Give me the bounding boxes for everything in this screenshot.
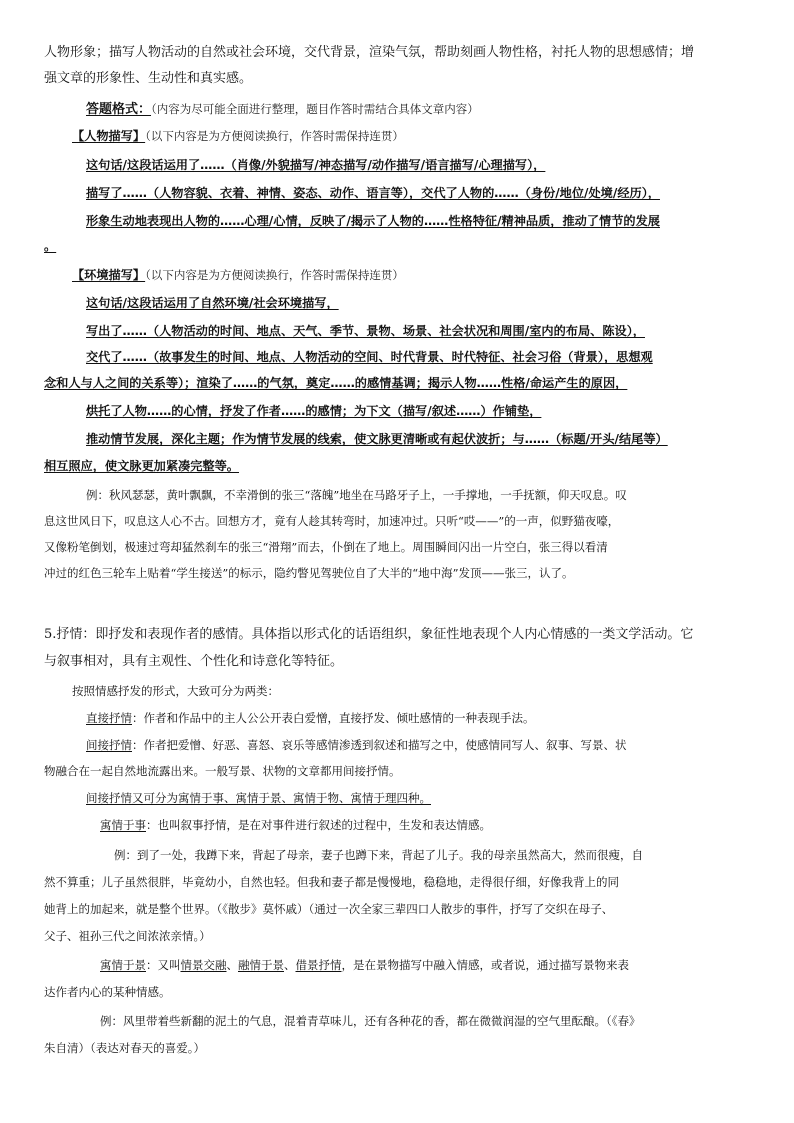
person-desc-line-3: 形象生动地表现出人物的……心理/心情，反映了/揭示了人物的……性格特征/精神品质，推动了情节的发展 xyxy=(86,214,660,228)
intro-line-2: 强文章的形象性、生动性和真实感。 xyxy=(44,71,253,86)
example-1-line-4: 冲过的红色三轮车上贴着“学生接送”的标示，隐约瞥见驾驶位自了大半的“地中海”发顶——张三，认了。 xyxy=(44,566,574,580)
lyric-definition: 即抒发和表现作者的感情。具体指以形式化的话语组织，象征性地表现个人内心情感的一类文学活动。它 xyxy=(95,627,694,642)
jing-lyric-text-b: ，是在景物描写中融入情感，或者说，通过描写景物来表 xyxy=(341,958,629,972)
jing-term-3: 借景抒情 xyxy=(295,958,342,972)
env-desc-line-5: 烘托了人物……的心情，抒发了作者……的感情；为下文（描写/叙述……）作铺垫， xyxy=(86,404,542,418)
direct-lyric-label: 直接抒情 xyxy=(86,711,132,725)
indirect-lyric-line xyxy=(86,735,794,755)
example-2-line-1: 例：到了一处，我蹲下来，背起了母亲，妻子也蹲下来，背起了儿子。我的母亲虽然高大，然而很瘦，自 xyxy=(114,848,643,862)
env-desc-line-7: 相互照应，使文脉更加紧凑完整等。 xyxy=(44,459,239,473)
env-desc-line-1: 这句话/这段话运用了自然环境/社会环境描写， xyxy=(86,296,339,310)
direct-lyric-text: ：作者和作品中的主人公公开表白爱憎，直接抒发、倾吐感情的一种表现手法。 xyxy=(132,711,535,725)
direct-lyric-line xyxy=(86,708,794,728)
jing-lyric-label: 寓情于景 xyxy=(100,958,146,972)
jing-lyric-line xyxy=(100,955,794,975)
indirect-lyric-text: ：作者把爱憎、好恶、喜怒、哀乐等感情渗透到叙述和描写之中，使感情同写人、叙事、写景、状 xyxy=(132,738,627,752)
person-desc-header xyxy=(72,125,794,146)
jing-lyric-text-a: ：又叫 xyxy=(146,958,181,972)
answer-format-note: （内容为尽可能全面进行整理，题目作答时需结合具体文章内容） xyxy=(151,102,479,116)
env-desc-line-2: 写出了……（人物活动的时间、地点、天气、季节、景物、场景、社会状况和周围/室内的布局、陈设）， xyxy=(86,324,645,338)
person-desc-line-4: 。 xyxy=(44,239,57,253)
example-3-line-2: 朱自清）（表达对春天的喜爱。） xyxy=(44,1041,205,1055)
jing-sep-1: 、 xyxy=(226,958,238,972)
env-desc-line-4: 念和人与人之间的关系等）；渲染了……的气氛，奠定……的感情基调；揭示人物……性格/命运产生的原因， xyxy=(44,376,628,390)
lyric-intro: 按照情感抒发的形式，大致可分为两类： xyxy=(72,684,279,698)
lyric-heading: 5.抒情： xyxy=(44,627,96,642)
person-desc-line-1: 这句话/这段话运用了……（肖像/外貌描写/神态描写/动作描写/语言描写/心理描写）， xyxy=(86,158,546,172)
example-2-line-4: 父子、祖孙三代之间浓浓亲情。） xyxy=(44,929,211,943)
env-desc-note: （以下内容是为方便阅读换行，作答时需保持连贯） xyxy=(145,268,404,282)
indirect-lyric-types: 间接抒情又可分为寓情于事、寓情于景、寓情于物、寓情于理四种。 xyxy=(86,791,431,805)
person-desc-line-2: 描写了……（人物容貌、衣着、神情、姿态、动作、语言等），交代了人物的……（身份/地位/处境/经历）， xyxy=(86,186,660,200)
jing-term-1: 情景交融 xyxy=(180,958,227,972)
person-desc-tag: 【人物描写】 xyxy=(72,129,146,143)
jing-lyric-line-2: 达作者内心的某种情感。 xyxy=(44,985,171,999)
indirect-lyric-label: 间接抒情 xyxy=(86,738,132,752)
env-desc-line-6: 推动情节发展，深化主题；作为情节发展的线索，使文脉更清晰或有起伏波折；与……（标题/开头/结尾等） xyxy=(86,432,668,446)
answer-format-line xyxy=(86,98,794,120)
answer-format-label: 答题格式： xyxy=(86,102,152,117)
shi-lyric-line xyxy=(100,815,794,835)
jing-term-2: 融情于景 xyxy=(238,958,284,972)
intro-line-1: 人物形象；描写人物活动的自然或社会环境，交代背景，渲染气氛，帮助刻画人物性格，衬托人物的思想感情；增 xyxy=(44,45,695,60)
jing-sep-2: 、 xyxy=(284,958,296,972)
shi-lyric-label: 寓情于事 xyxy=(100,818,146,832)
example-2-line-2: 然不算重；儿子虽然很胖，毕竟幼小，自然也轻。但我和妻子都是慢慢地，稳稳地，走得很仔细，好像我背上的同 xyxy=(44,875,619,889)
example-1-line-2: 息这世风日下，叹息这人心不古。回想方才，竟有人趁其转弯时，加速冲过。只听“哎——”的一声，似野猫夜嚎， xyxy=(44,514,620,528)
env-desc-tag: 【环境描写】 xyxy=(72,268,146,282)
indirect-lyric-line-2: 物融合在一起自然地流露出来。一般写景、状物的文章都用间接抒情。 xyxy=(44,764,401,778)
env-desc-line-3: 交代了……（故事发生的时间、地点、人物活动的空间、时代背景、时代特征、社会习俗（背景），思想观 xyxy=(86,350,653,364)
person-desc-note: （以下内容是为方便阅读换行，作答时需保持连贯） xyxy=(145,129,404,143)
lyric-line-2: 与叙事相对，具有主观性、个性化和诗意化等特征。 xyxy=(44,654,344,669)
shi-lyric-text: ：也叫叙事抒情，是在对事件进行叙述的过程中，生发和表达情感。 xyxy=(146,818,491,832)
lyric-heading-line xyxy=(44,625,794,645)
example-1-line-3: 又像粉笔倒划，极速过弯却猛然刹车的张三“滑翔”而去，仆倒在了地上。周围瞬间闪出一片空白，张三得以看清 xyxy=(44,540,608,554)
env-desc-header xyxy=(72,264,794,285)
example-3-line-1: 例：风里带着些新翻的泥土的气息，混着青草味儿，还有各种花的香，都在微微润湿的空气里酝酿。（《春》 xyxy=(100,1014,641,1028)
example-1-line-1: 例：秋风瑟瑟，黄叶飘飘，不幸滑倒的张三“落魄”地坐在马路牙子上，一手撑地，一手抚额，仰天叹息。叹 xyxy=(86,488,627,502)
example-2-line-3: 她背上的加起来，就是整个世界。（《散步》莫怀戚）（通过一次全家三辈四口人散步的事件，抒写了交织在母子、 xyxy=(44,902,614,916)
